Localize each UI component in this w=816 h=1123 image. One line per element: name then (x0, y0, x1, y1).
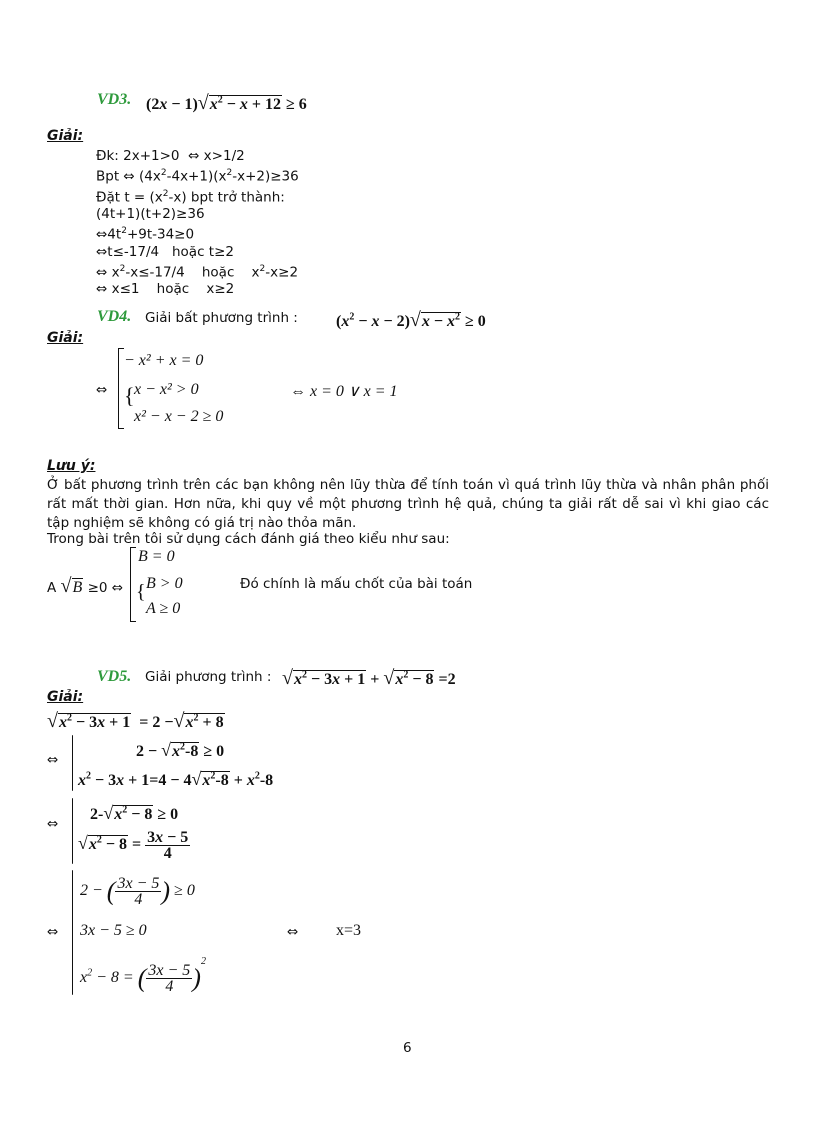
note-paragraph-1: Ở bất phương trình trên các bạn không nên lũy thừa để tính toán vì quá trình lũy thừa và nhân phân phối rất mất thời gian. Hơn nữa, khi quy về một phương trình hệ quả, chúng ta giải rất dễ sai vì khi giao các tập nghiệm sẽ không có giá trị nào thỏa mãn. (47, 477, 769, 531)
vd5-system3-brace (72, 870, 73, 995)
vd3-line: Đặt $t = (x^2-x)$ bpt trở thành: (96, 188, 285, 205)
note-system-bracket (130, 547, 131, 621)
vd5-system1-line-1: $2 - √x^2-8 \ge 0$ (136, 740, 225, 760)
vd5-step-0: $√x^2 - 3x + 1 = 2 -√x^2 + 8$ (47, 710, 224, 732)
vd5-label: VD5. (97, 668, 132, 685)
vd5-system3-line-2: 3x − 5 ≥ 0 (80, 922, 147, 939)
vd4-label: VD4. (97, 308, 132, 325)
vd5-system2-line-1: $2-√x^2 - 8 \ge 0$ (90, 803, 179, 823)
bracket-bottom (118, 428, 124, 429)
vd3-line: Bpt ⇔ $(4x^2-4x+1)(x^2-x+2)\ge 36$ (96, 168, 299, 185)
note-system-line-2: B > 0 (146, 575, 183, 592)
vd5-system2-line-2: $√x^2 - 8$ = $\frac{3x - 5}{4}$ (78, 829, 189, 862)
curly-brace: { (124, 383, 135, 408)
vd5-giai-heading: Giải: (47, 689, 84, 705)
vd4-prompt: Giải bất phương trình : (145, 310, 298, 326)
equivalence-symbol: ⇔ (287, 924, 299, 940)
note-lhs: A √B ≥0 ⇔ (47, 575, 124, 597)
note-system-line-1: B = 0 (138, 548, 175, 565)
equivalence-symbol: ⇔ (47, 924, 59, 940)
vd4-system-line-2: x − x² > 0 (134, 381, 199, 398)
bracket-top (130, 547, 136, 548)
vd4-system-line-3: x² − x − 2 ≥ 0 (134, 408, 224, 425)
vd5-system3-line-3: $x^2 - 8$ = ( $\frac{3x - 5}{4}$ )$^2$ (80, 956, 206, 995)
vd3-line: ⇔ x≤1 hoặc x≥2 (96, 281, 235, 297)
curly-brace: { (136, 581, 146, 603)
bracket-bottom (130, 621, 136, 622)
vd3-equation: $(2x - 1)√x^2 - x + 12 \ge 6$ (146, 92, 307, 114)
note-system-line-3: A ≥ 0 (146, 600, 181, 617)
vd5-system2-brace (72, 798, 73, 864)
vd5-system1-brace (72, 735, 73, 791)
equivalence-symbol: ⇔ (47, 816, 59, 832)
equivalence-symbol: ⇔ (96, 382, 108, 398)
vd3-solution (96, 148, 299, 298)
vd3-line: ⇔ $x^2-x\le-17/4$ hoặc $x^2-x\ge 2$ (96, 263, 299, 280)
page-number: 6 (403, 1040, 412, 1056)
bracket-top (118, 348, 124, 349)
vd4-system-line-1: − x² + x = 0 (124, 352, 204, 369)
note-comment: Đó chính là mấu chốt của bài toán (240, 576, 473, 592)
vd3-giai-heading: Giải: (47, 128, 84, 144)
vd3-line: ⇔t≤-17/4 hoặc t≥2 (96, 243, 234, 260)
equivalence-symbol: ⇔ (47, 752, 59, 768)
vd5-prompt: Giải phương trình : (145, 669, 272, 685)
vd4-system-bracket (118, 348, 119, 428)
vd5-result: x=3 (336, 922, 362, 939)
vd3-label: VD3. (97, 91, 132, 108)
vd4-equation: $(x^2 - x - 2)√x - x^2 \ge 0$ (336, 309, 486, 331)
vd5-equation: $√x^2 - 3x + 1 + √x^2 - 8 =2$ (282, 667, 456, 689)
vd3-line: Đk: 2x+1>0 ⇔ x>1/2 (96, 148, 245, 164)
vd4-result: ⇔ x = 0 ∨ x = 1 (290, 383, 398, 400)
note-heading: Lưu ý: (47, 458, 96, 474)
vd3-line: (4t+1)(t+2)≥36 (96, 206, 205, 222)
vd5-system1-line-2: $x^2 - 3x + 1=4 - 4√x^2-8 + x^2-8$ (78, 769, 274, 789)
vd3-line: $\Leftrightarrow 4t^2+9t-34\ge 0$ (96, 226, 195, 243)
note-paragraph-2: Trong bài trên tôi sử dụng cách đánh giá theo kiểu như sau: (47, 531, 450, 547)
vd4-giai-heading: Giải: (47, 330, 84, 346)
vd5-system3-line-1: 2 − ( $\frac{3x - 5}{4}$ ) ≥ 0 (80, 875, 195, 908)
